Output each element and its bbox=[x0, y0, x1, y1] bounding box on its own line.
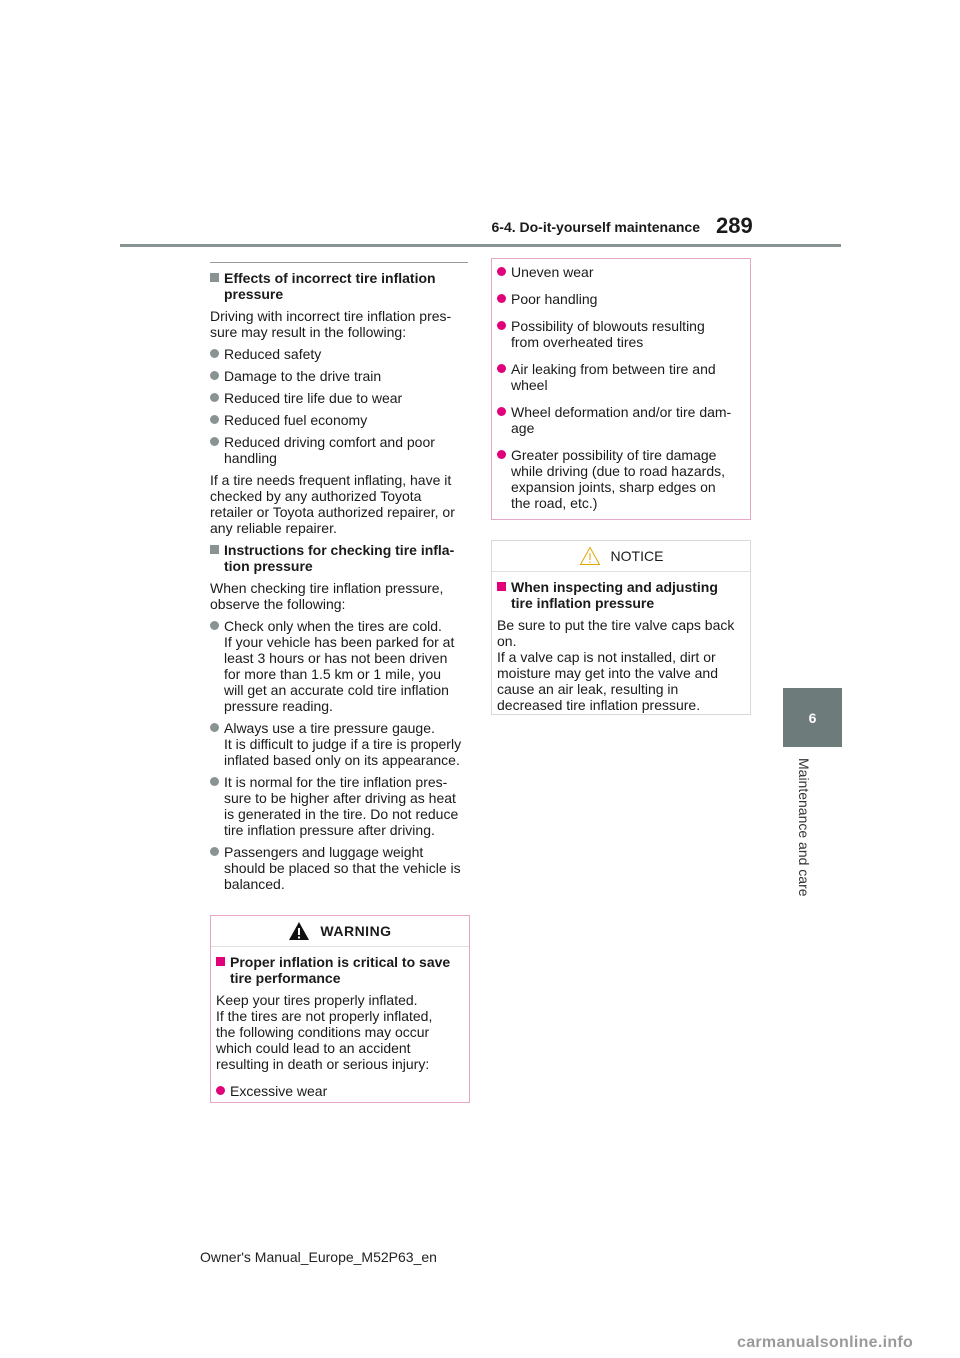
round-bullet-icon bbox=[210, 371, 219, 380]
text-line: will get an accurate cold tire inflation bbox=[224, 682, 449, 698]
list-item bbox=[210, 368, 472, 384]
text-line: for more than 1.5 km or 1 mile, you bbox=[224, 666, 442, 682]
text-line: Proper inflation is critical to save bbox=[230, 954, 451, 970]
bullet-list-instructions bbox=[210, 618, 472, 892]
text-line: on. bbox=[497, 633, 517, 649]
square-bullet-icon bbox=[210, 545, 219, 554]
notice-paragraph bbox=[497, 617, 745, 713]
notice-box bbox=[491, 540, 751, 715]
round-bullet-icon bbox=[210, 847, 219, 856]
list-item-text bbox=[224, 618, 454, 714]
round-bullet-icon bbox=[210, 777, 219, 786]
list-item bbox=[210, 720, 472, 768]
list-item bbox=[210, 844, 472, 892]
watermark: carmanualsonline.info bbox=[737, 1334, 914, 1351]
square-bullet-icon bbox=[497, 582, 506, 591]
list-item-text bbox=[224, 346, 321, 362]
notice-heading bbox=[497, 579, 745, 611]
text-line: handling bbox=[224, 450, 277, 466]
chapter-number: 6 bbox=[808, 709, 817, 726]
text-line: tion pressure bbox=[224, 558, 313, 574]
round-bullet-icon bbox=[210, 393, 219, 402]
text-line: cause an air leak, resulting in bbox=[497, 681, 679, 697]
chapter-label: Maintenance and care bbox=[796, 758, 812, 897]
text-line: If a tire needs frequent inflating, have it bbox=[210, 472, 452, 488]
text-line: tire inflation pressure after driving. bbox=[224, 822, 435, 838]
list-item bbox=[497, 404, 745, 436]
list-item bbox=[497, 291, 745, 307]
text-line: expansion joints, sharp edges on bbox=[511, 479, 716, 495]
list-item bbox=[210, 618, 472, 714]
round-bullet-icon bbox=[216, 1086, 225, 1095]
round-bullet-icon bbox=[497, 267, 506, 276]
list-item bbox=[210, 774, 472, 838]
list-item-text bbox=[511, 361, 716, 393]
text-line: Reduced fuel economy bbox=[224, 412, 368, 428]
paragraph-intro bbox=[210, 308, 472, 340]
round-bullet-icon bbox=[210, 437, 219, 446]
round-bullet-icon bbox=[497, 407, 506, 416]
left-column bbox=[210, 262, 472, 898]
text-line: sure may result in the following: bbox=[210, 324, 407, 340]
text-line: It is normal for the tire inflation pres- bbox=[224, 774, 448, 790]
list-item-text bbox=[224, 844, 461, 892]
text-line: the road, etc.) bbox=[511, 495, 598, 511]
text-line: Uneven wear bbox=[511, 264, 594, 280]
list-item-text bbox=[511, 404, 731, 436]
text-line: Check only when the tires are cold. bbox=[224, 618, 442, 634]
round-bullet-icon bbox=[497, 364, 506, 373]
header-rule bbox=[120, 244, 841, 247]
continued-warning-box bbox=[491, 258, 751, 520]
list-item-text bbox=[224, 412, 367, 428]
bullet-list-effects bbox=[210, 346, 472, 466]
list-item-text bbox=[230, 1083, 327, 1099]
paragraph-checking bbox=[210, 580, 472, 612]
text-line: Reduced safety bbox=[224, 346, 322, 362]
text-line: the following conditions may occur bbox=[216, 1024, 430, 1040]
text-line: If a valve cap is not installed, dirt or bbox=[497, 649, 716, 665]
list-item-text bbox=[224, 720, 461, 768]
list-item bbox=[210, 390, 472, 406]
text-line: Instructions for checking tire infla- bbox=[224, 542, 455, 558]
warning-title: WARNING bbox=[320, 923, 392, 939]
text-line: decreased tire inflation pressure. bbox=[497, 697, 701, 713]
text-line: Effects of incorrect tire inflation bbox=[224, 270, 436, 286]
text-line: inflated based only on its appearance. bbox=[224, 752, 460, 768]
chapter-tab bbox=[783, 688, 842, 747]
text-line: Damage to the drive train bbox=[224, 368, 382, 384]
text-line: should be placed so that the vehicle is bbox=[224, 860, 461, 876]
list-item-text bbox=[224, 368, 381, 384]
page-number: 289 bbox=[716, 213, 753, 238]
continued-bullets bbox=[497, 264, 745, 511]
warning-box bbox=[210, 915, 470, 1103]
text-line: age bbox=[511, 420, 535, 436]
section-title: 6-4. Do-it-yourself maintenance bbox=[491, 219, 700, 235]
text-line: If your vehicle has been parked for at bbox=[224, 634, 455, 650]
warning-heading bbox=[216, 954, 464, 986]
heading-rule bbox=[210, 262, 468, 263]
text-line: Be sure to put the tire valve caps back bbox=[497, 617, 735, 633]
text-line: moisture may get into the valve and bbox=[497, 665, 719, 681]
text-line: any reliable repairer. bbox=[210, 520, 337, 536]
list-item-text bbox=[511, 291, 597, 307]
list-item-text bbox=[224, 774, 458, 838]
text-line: while driving (due to road hazards, bbox=[511, 463, 726, 479]
text-line: checked by any authorized Toyota bbox=[210, 488, 422, 504]
list-item-text bbox=[511, 318, 705, 350]
text-line: balanced. bbox=[224, 876, 285, 892]
list-item-text bbox=[224, 434, 435, 466]
text-line: Always use a tire pressure gauge. bbox=[224, 720, 435, 736]
round-bullet-icon bbox=[497, 450, 506, 459]
text-line: pressure bbox=[224, 286, 284, 302]
square-bullet-icon bbox=[210, 273, 219, 282]
round-bullet-icon bbox=[497, 294, 506, 303]
text-line: observe the following: bbox=[210, 596, 346, 612]
warning-triangle-icon bbox=[288, 921, 310, 941]
text-line: Driving with incorrect tire inflation pres- bbox=[210, 308, 452, 324]
list-item bbox=[497, 318, 745, 350]
heading-effects bbox=[210, 270, 472, 302]
notice-title: NOTICE bbox=[610, 548, 664, 564]
round-bullet-icon bbox=[210, 415, 219, 424]
list-item bbox=[210, 346, 472, 362]
text-line: Poor handling bbox=[511, 291, 598, 307]
text-line: pressure reading. bbox=[224, 698, 333, 714]
text-line: resulting in death or serious injury: bbox=[216, 1056, 430, 1072]
list-item-text bbox=[511, 447, 725, 511]
list-item bbox=[210, 412, 472, 428]
round-bullet-icon bbox=[497, 321, 506, 330]
list-item-text bbox=[224, 390, 402, 406]
text-line: If the tires are not properly inflated, bbox=[216, 1008, 433, 1024]
notice-header bbox=[492, 541, 750, 572]
text-line: Wheel deformation and/or tire dam- bbox=[511, 404, 732, 420]
text-line: Reduced tire life due to wear bbox=[224, 390, 403, 406]
text-line: wheel bbox=[511, 377, 548, 393]
list-item bbox=[210, 434, 472, 466]
square-bullet-icon bbox=[216, 957, 225, 966]
text-line: from overheated tires bbox=[511, 334, 644, 350]
notice-triangle-icon bbox=[579, 546, 601, 566]
round-bullet-icon bbox=[210, 723, 219, 732]
text-line: sure to be higher after driving as heat bbox=[224, 790, 456, 806]
text-line: Excessive wear bbox=[230, 1083, 328, 1099]
text-line: retailer or Toyota authorized repairer, or bbox=[210, 504, 455, 520]
text-line: Passengers and luggage weight bbox=[224, 844, 424, 860]
text-line: tire performance bbox=[230, 970, 341, 986]
list-item bbox=[216, 1083, 464, 1099]
text-line: It is difficult to judge if a tire is properly bbox=[224, 736, 462, 752]
text-line: When checking tire inflation pressure, bbox=[210, 580, 444, 596]
footer-text: Owner's Manual_Europe_M52P63_en bbox=[200, 1249, 437, 1265]
text-line: tire inflation pressure bbox=[511, 595, 655, 611]
text-line: Possibility of blowouts resulting bbox=[511, 318, 705, 334]
paragraph-frequent-inflating bbox=[210, 472, 472, 536]
text-line: Air leaking from between tire and bbox=[511, 361, 716, 377]
text-line: which could lead to an accident bbox=[216, 1040, 411, 1056]
text-line: is generated in the tire. Do not reduce bbox=[224, 806, 459, 822]
list-item bbox=[497, 264, 745, 280]
warning-body bbox=[211, 947, 469, 1099]
text-line: Keep your tires properly inflated. bbox=[216, 992, 418, 1008]
text-line: Reduced driving comfort and poor bbox=[224, 434, 435, 450]
round-bullet-icon bbox=[210, 621, 219, 630]
warning-paragraph bbox=[216, 992, 464, 1072]
round-bullet-icon bbox=[210, 349, 219, 358]
heading-instructions bbox=[210, 542, 472, 574]
list-item bbox=[497, 447, 745, 511]
warning-header bbox=[211, 916, 469, 947]
text-line: When inspecting and adjusting bbox=[511, 579, 718, 595]
list-item bbox=[497, 361, 745, 393]
warning-bullets bbox=[216, 1083, 464, 1099]
notice-body bbox=[492, 572, 750, 713]
text-line: Greater possibility of tire damage bbox=[511, 447, 717, 463]
list-item-text bbox=[511, 264, 594, 280]
text-line: least 3 hours or has not been driven bbox=[224, 650, 448, 666]
